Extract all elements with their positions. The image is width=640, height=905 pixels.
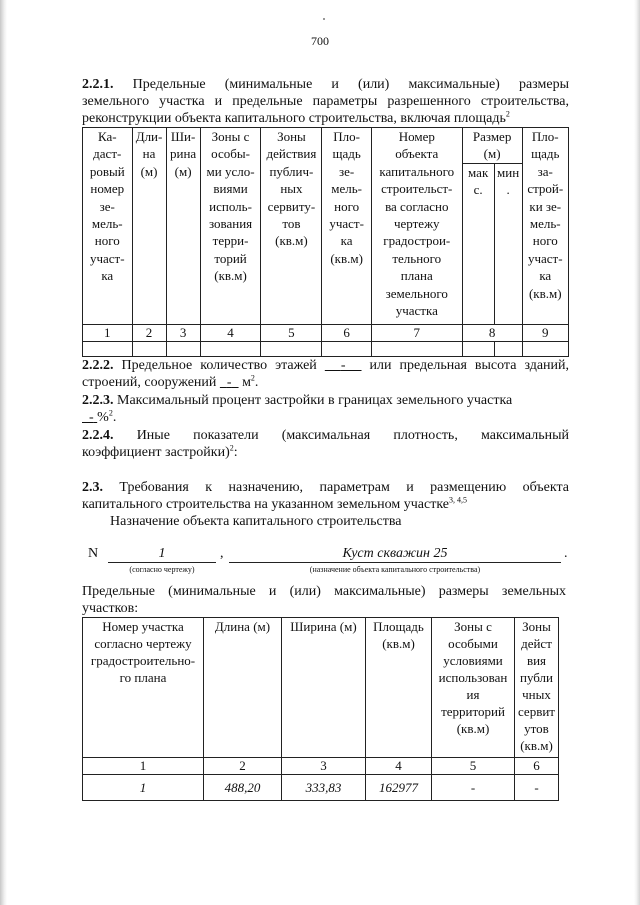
object-purpose-heading: Назначение объекта капитального строительства (110, 514, 402, 529)
header-cadastral-number: Ка- даст- ровый номер зе- мель- ного участ- ка (83, 128, 133, 325)
header-special-zones: Зоны с особыми условиями использован ия территорий (кв.м) (432, 618, 515, 758)
object-number-label: N (88, 546, 99, 561)
floors-value: - (340, 358, 346, 373)
header-object-number: Номер объекта капитального строительст- ва согласно чертежу градострои- тельного плана земельного участка (371, 128, 462, 325)
object-name-field: Куст скважин 25 (229, 546, 561, 563)
section-2-2-1 (82, 76, 569, 127)
section-text: реконструкции объекта капитального строительства, включая площадь (82, 111, 506, 126)
object-name-caption: (назначение объекта капитального строительства) (309, 565, 481, 574)
page-number: 700 (311, 34, 329, 48)
comma: , (220, 546, 224, 561)
section-2-2-2: 2.2.2. Предельное количество этажей - или предельная высота зданий, строений, сооружений - $м^2$. (82, 358, 570, 390)
parameters-table (82, 127, 569, 357)
section-number: 2.3. (82, 480, 103, 495)
table-row: 1 488,20 333,83 162977 - - (83, 775, 559, 801)
table-column-numbers: 1 2 3 4 5 6 7 8 9 (83, 324, 569, 341)
scan-right-edge (634, 0, 640, 905)
scan-left-edge (0, 0, 7, 905)
footnote-ref: 2 (505, 109, 510, 119)
header-area: Площадь (кв.м) (366, 618, 432, 758)
header-building-area: Пло- щадь за- строй- ки зе- мель- ного участ- ка (кв.м) (522, 128, 568, 325)
header-size-min: мин . (494, 163, 522, 324)
period: . (564, 546, 568, 561)
section-2-2-3: 2.2.3. Максимальный процент застройки в границах земельного участка - %$^2$. (82, 393, 513, 425)
height-value: - (226, 375, 232, 390)
footnote-ref: 2 (250, 373, 255, 383)
footnote-ref: 3, 4,5 (449, 495, 468, 505)
section-text: Предельные (минимальные и (или) максимальные) размеры (132, 77, 569, 92)
section-number: 2.2.1. (82, 77, 114, 92)
land-plots-table (82, 617, 559, 801)
header-width: Ширина (м) (282, 618, 366, 758)
table-row (83, 341, 569, 356)
header-special-zones: Зоны с особы- ми усло- виями исполь- зования терри- торий (кв.м) (200, 128, 261, 325)
section-number: 2.2.4. (82, 428, 114, 443)
object-number-caption: (согласно чертежу) (129, 565, 195, 574)
scan-speck (323, 18, 325, 20)
table-column-numbers: 1 2 3 4 5 6 (83, 758, 559, 775)
header-size: Размер (м) (462, 128, 522, 164)
footnote-ref: 2 (229, 443, 234, 453)
header-plot-number: Номер участка согласно чертежу градостроительно- го плана (83, 618, 204, 758)
section-text: земельного участка и предельные параметры разрешенного строительства, (82, 94, 569, 109)
header-servitude-zones: Зоны дейст вия публи чных сервит утов (кв.м) (515, 618, 559, 758)
section-number: 2.2.3. (82, 393, 114, 408)
header-servitude-zones: Зоны действия публич- ных сервиту- тов (кв.м) (261, 128, 322, 325)
section-2-3: 2.3. Требования к назначению, параметрам и размещению объекта капитального строительства на указанном земельном участке$^{3, 4,5}$ Назначение объекта капитального строительства (82, 480, 569, 529)
section-number: 2.2.2. (82, 358, 114, 373)
object-number-field: 1 (108, 546, 216, 563)
land-size-intro: Предельные (минимальные и (или) максимальные) размеры земельных участков: (82, 584, 566, 616)
percent-value: - (89, 410, 94, 425)
header-length: Дли- на (м) (132, 128, 166, 325)
header-size-max: мак с. (462, 163, 494, 324)
footnote-ref: 2 (108, 408, 113, 418)
section-2-2-4: 2.2.4. Иные показатели (максимальная плотность, максимальный коэффициент застройки)$^2$: (82, 428, 569, 460)
header-width: Ши- рина (м) (166, 128, 200, 325)
header-length: Длина (м) (204, 618, 282, 758)
header-plot-area: Пло- щадь зе- мель- ного участ- ка (кв.м) (322, 128, 372, 325)
